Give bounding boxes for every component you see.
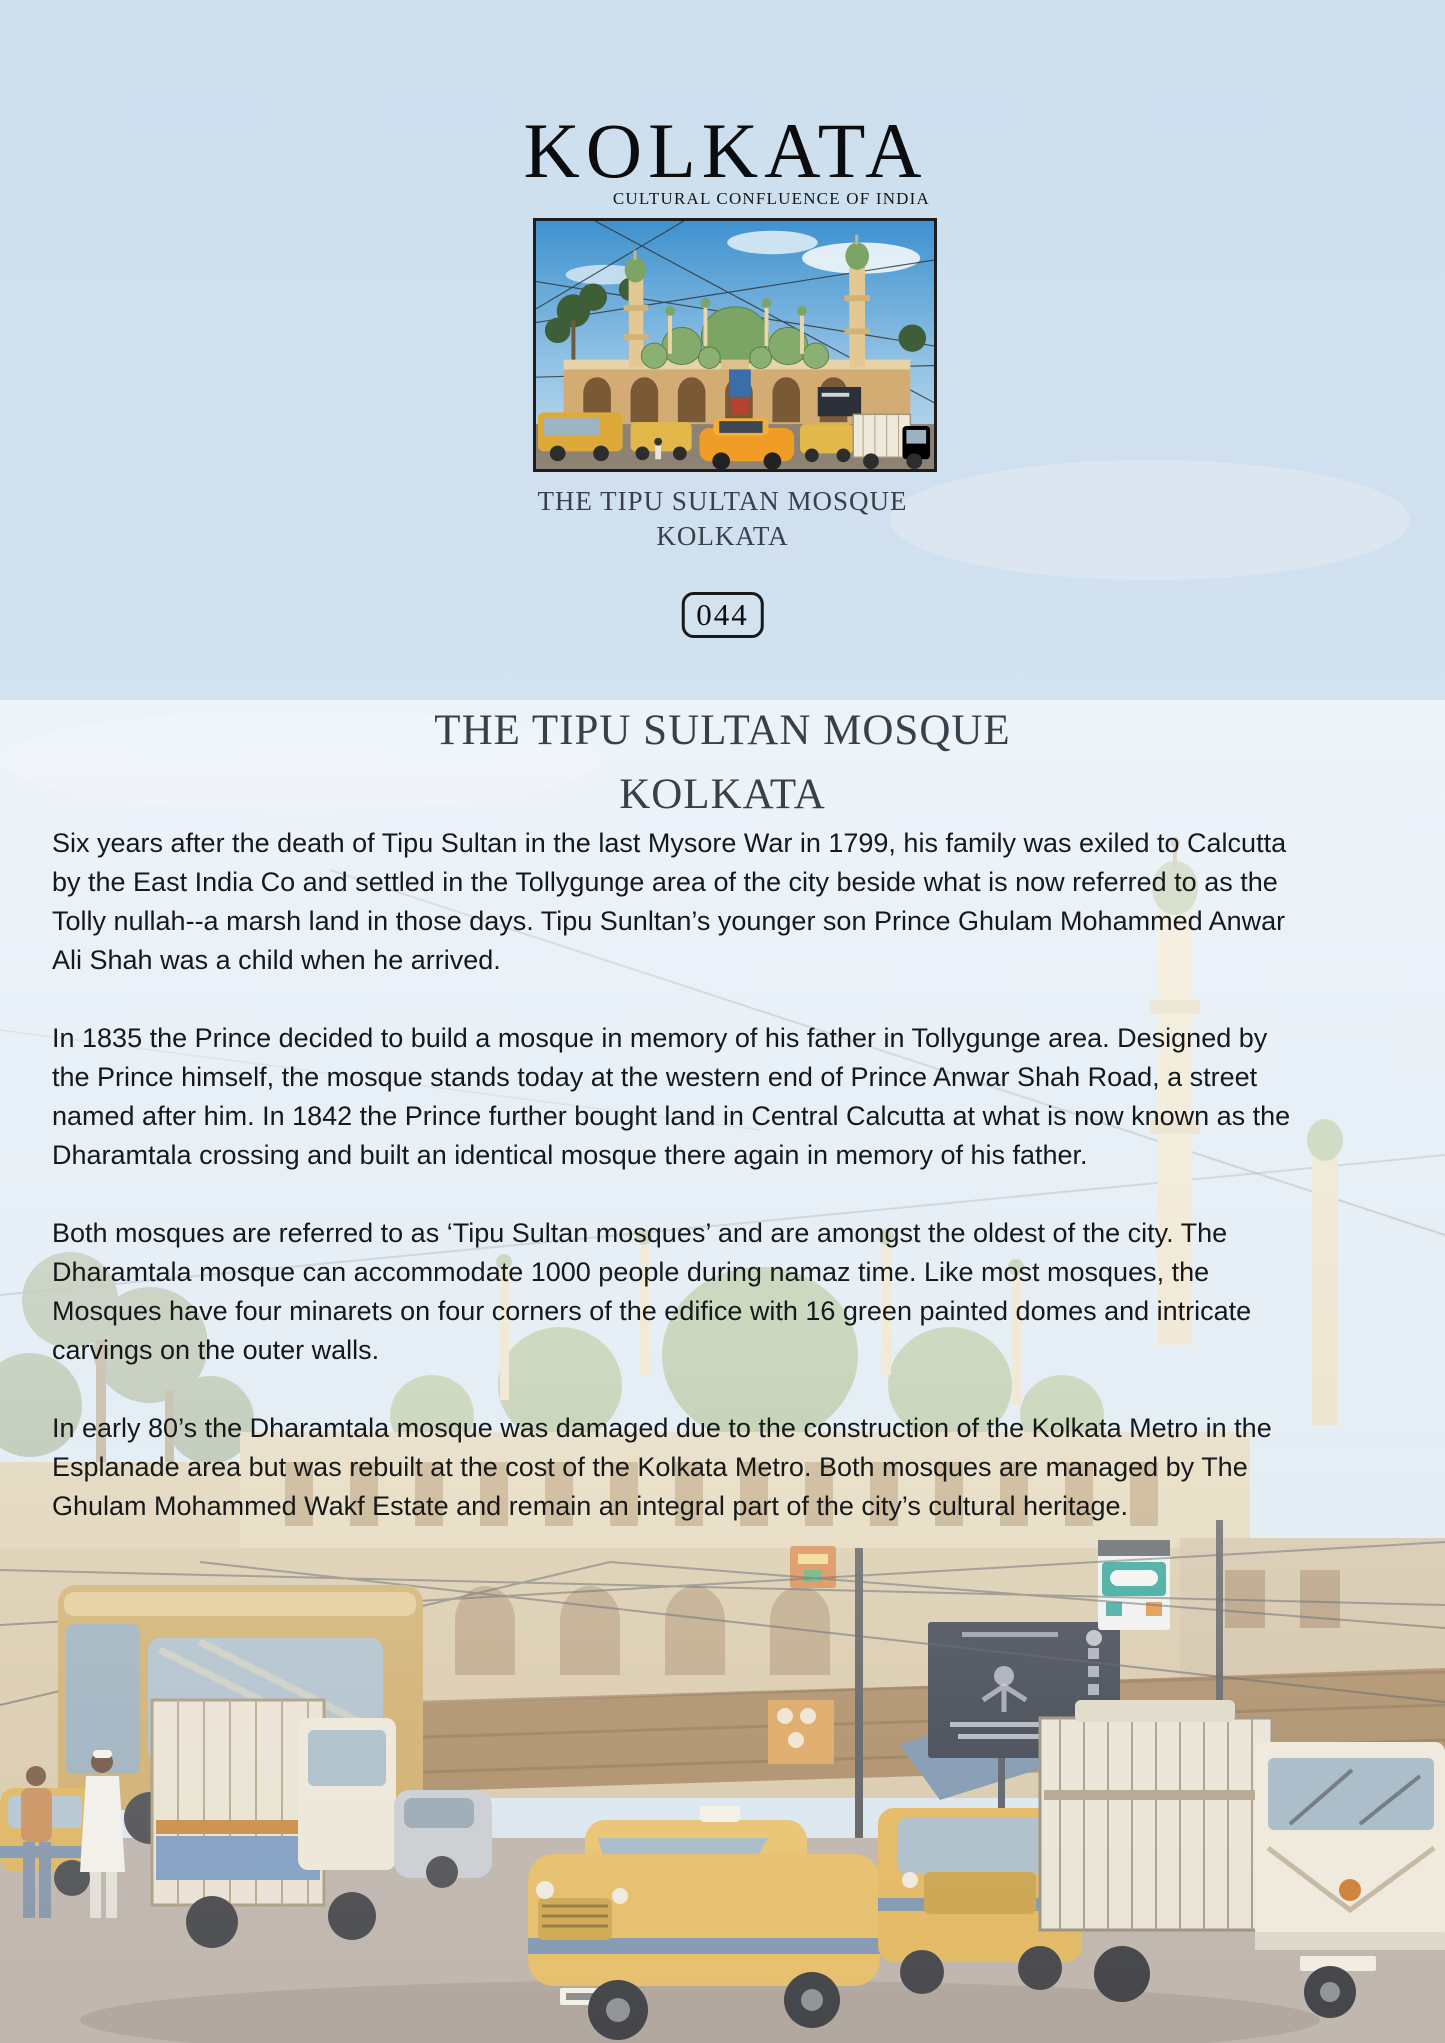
body-line: the Prince himself, the mosque stands today at the western end of Prince Anwar Shah Road, a street: [52, 1062, 1258, 1092]
body-line: In early 80’s the Dharamtala mosque was damaged due to the construction of the Kolkata Metro in the: [52, 1413, 1272, 1443]
body-line: Dharamtala crossing and built an identical mosque there again in memory of his father.: [52, 1140, 1088, 1170]
brand-subtitle: CULTURAL CONFLUENCE OF INDIA: [612, 189, 930, 208]
body-line: Dharamtala mosque can accommodate 1000 people during namaz time. Like most mosques, the: [52, 1257, 1210, 1287]
photo-caption-line1: THE TIPU SULTAN MOSQUE: [537, 486, 908, 516]
mosque-photo: [533, 218, 937, 472]
body-line: Both mosques are referred to as ‘Tipu Sultan mosques’ and are amongst the oldest of the city. The: [52, 1218, 1228, 1248]
paragraph: [52, 1214, 1407, 1370]
brand-title: KOLKATA: [523, 107, 928, 194]
body-line: Ghulam Mohammed Wakf Estate and remain an integral part of the city’s cultural heritage.: [52, 1491, 1129, 1521]
body-line: by the East India Co and settled in the Tollygunge area of the city beside what is now referred to as the: [52, 867, 1278, 897]
article-heading: [0, 699, 1445, 827]
photo-caption: [0, 484, 1445, 554]
paragraph: [52, 824, 1407, 980]
body-line: Mosques have four minarets on four corners of the edifice with 16 green painted domes and intricate: [52, 1296, 1252, 1326]
article-heading-line1: THE TIPU SULTAN MOSQUE: [434, 707, 1011, 754]
body-line: carvings on the outer walls.: [52, 1335, 380, 1365]
mosque-photo-illustration: [536, 221, 934, 469]
body-line: In 1835 the Prince decided to build a mosque in memory of his father in Tollygunge area. Designed by: [52, 1023, 1268, 1053]
page-number-badge: 044: [681, 592, 764, 638]
photo-caption-line2: KOLKATA: [656, 521, 789, 551]
body-line: Ali Shah was a child when he arrived.: [52, 945, 501, 975]
body-line: Six years after the death of Tipu Sultan in the last Mysore War in 1799, his family was exiled to Calcutta: [52, 828, 1287, 858]
body-line: Esplanade area but was rebuilt at the cost of the Kolkata Metro. Both mosques are managed by The: [52, 1452, 1248, 1482]
body-line: named after him. In 1842 the Prince further bought land in Central Calcutta at what is now known as the: [52, 1101, 1291, 1131]
paragraph: [52, 1409, 1407, 1526]
article-heading-line2: KOLKATA: [619, 771, 826, 818]
paragraph: [52, 1019, 1407, 1175]
body-line: Tolly nullah--a marsh land in those days. Tipu Sunltan’s younger son Prince Ghulam Mohammed Anwar: [52, 906, 1286, 936]
article-body: [52, 824, 1407, 1565]
